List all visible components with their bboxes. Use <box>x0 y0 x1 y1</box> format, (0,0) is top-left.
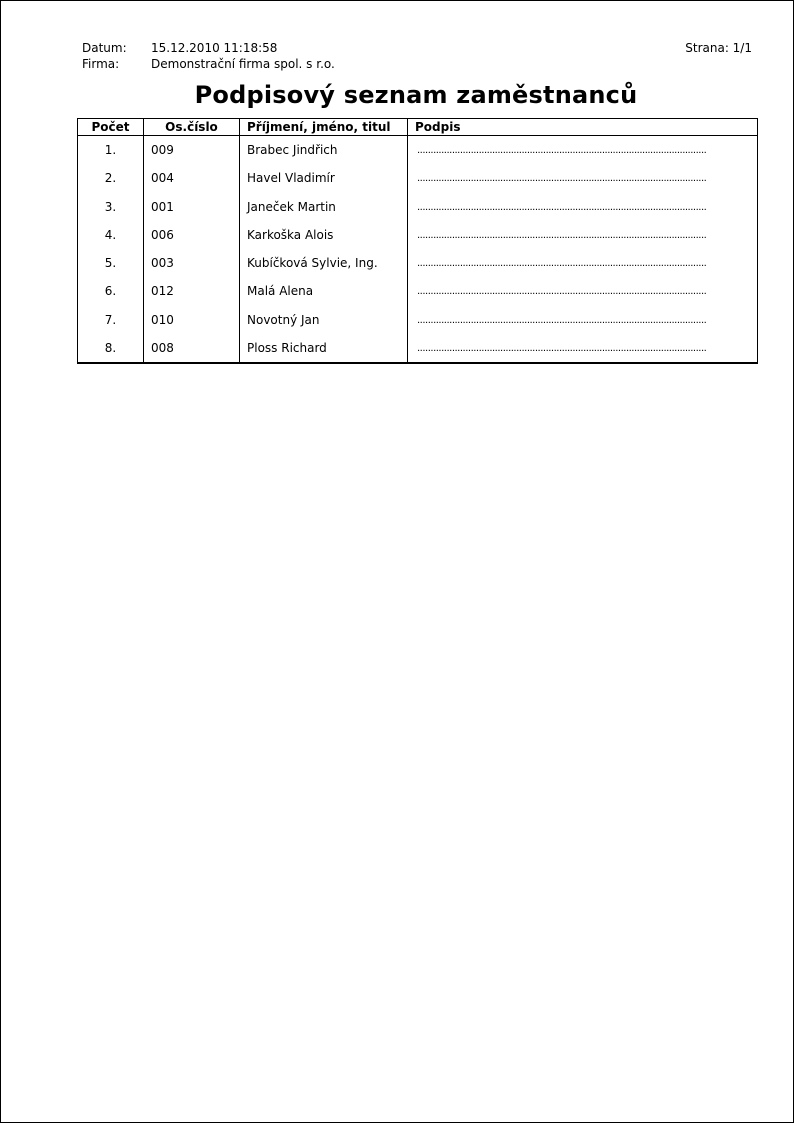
row-number: 2. <box>104 171 117 186</box>
row-employee-name: Havel Vladimír <box>247 171 335 186</box>
row-signature-cell <box>408 306 758 334</box>
row-employee-name: Novotný Jan <box>247 312 320 327</box>
column-header-id: Os.číslo <box>144 119 240 136</box>
column-header-count: Počet <box>78 119 144 136</box>
row-personal-number-cell <box>144 164 240 192</box>
table-row <box>78 164 758 192</box>
row-personal-number-cell <box>144 136 240 165</box>
table-header-row <box>78 119 758 136</box>
signature-line: ............................................................................................................ <box>417 145 707 156</box>
row-signature-cell <box>408 164 758 192</box>
column-header-signature: Podpis <box>408 119 758 136</box>
row-signature-cell <box>408 277 758 305</box>
row-signature-cell <box>408 249 758 277</box>
page-info: Strana: 1/1 <box>685 41 752 55</box>
date-label: Datum: <box>82 41 127 55</box>
row-employee-name: Janeček Martin <box>247 199 336 214</box>
table-row <box>78 193 758 221</box>
signature-line: ............................................................................................................ <box>417 286 707 298</box>
signature-line: ............................................................................................................ <box>417 258 707 270</box>
row-personal-number-cell <box>144 306 240 334</box>
page-title: Podpisový seznam zaměstnanců <box>194 81 638 109</box>
row-number: 6. <box>104 284 117 299</box>
signature-line: ............................................................................................................ <box>417 343 707 355</box>
row-signature-cell <box>408 136 758 165</box>
table-row <box>78 249 758 277</box>
row-signature-cell <box>408 221 758 249</box>
firm-label: Firma: <box>82 57 120 71</box>
row-number: 8. <box>104 341 117 356</box>
row-personal-number: 009 <box>151 143 174 157</box>
row-employee-name-cell <box>240 249 408 277</box>
table-row <box>78 221 758 249</box>
table-body <box>78 136 758 364</box>
row-employee-name-cell <box>240 334 408 363</box>
row-number-cell <box>78 277 144 305</box>
row-personal-number-cell <box>144 221 240 249</box>
row-employee-name: Karkoška Alois <box>247 227 334 242</box>
row-number-cell <box>78 306 144 334</box>
row-number: 7. <box>104 312 117 327</box>
row-number: 5. <box>104 256 117 271</box>
row-employee-name-cell <box>240 277 408 305</box>
row-personal-number-cell <box>144 334 240 363</box>
row-employee-name-cell <box>240 164 408 192</box>
row-employee-name: Kubíčková Sylvie, Ing. <box>247 256 378 271</box>
row-signature-cell <box>408 334 758 363</box>
row-employee-name-cell <box>240 193 408 221</box>
row-employee-name: Ploss Richard <box>247 341 327 356</box>
row-number-cell <box>78 249 144 277</box>
row-personal-number: 010 <box>151 312 174 327</box>
table-row <box>78 277 758 305</box>
row-personal-number: 008 <box>151 341 174 356</box>
row-signature-cell <box>408 193 758 221</box>
signature-line: ............................................................................................................ <box>417 229 707 241</box>
row-number-cell <box>78 193 144 221</box>
row-personal-number: 012 <box>151 284 174 299</box>
firm-value: Demonstrační firma spol. s r.o. <box>151 57 335 71</box>
row-personal-number: 004 <box>151 171 174 186</box>
date-value: 15.12.2010 11:18:58 <box>151 41 278 55</box>
signature-line: ............................................................................................................ <box>417 314 707 326</box>
table-row <box>78 334 758 363</box>
row-employee-name-cell <box>240 136 408 165</box>
row-employee-name-cell <box>240 221 408 249</box>
row-number-cell <box>78 164 144 192</box>
row-personal-number: 001 <box>151 199 174 214</box>
table-row <box>78 306 758 334</box>
table-row <box>78 136 758 165</box>
signature-line: ............................................................................................................ <box>417 173 707 185</box>
row-employee-name-cell <box>240 306 408 334</box>
row-employee-name: Brabec Jindřich <box>247 143 338 157</box>
row-number-cell <box>78 334 144 363</box>
row-number: 4. <box>104 227 117 242</box>
row-number: 1. <box>104 143 117 157</box>
column-header-name: Příjmení, jméno, titul <box>240 119 408 136</box>
row-employee-name: Malá Alena <box>247 284 314 299</box>
signature-table <box>77 118 758 364</box>
row-personal-number-cell <box>144 193 240 221</box>
row-number-cell <box>78 136 144 165</box>
row-personal-number-cell <box>144 277 240 305</box>
signature-line: ............................................................................................................ <box>417 201 707 213</box>
row-personal-number: 006 <box>151 227 174 242</box>
row-personal-number: 003 <box>151 256 174 271</box>
row-number: 3. <box>104 199 117 214</box>
row-number-cell <box>78 221 144 249</box>
row-personal-number-cell <box>144 249 240 277</box>
